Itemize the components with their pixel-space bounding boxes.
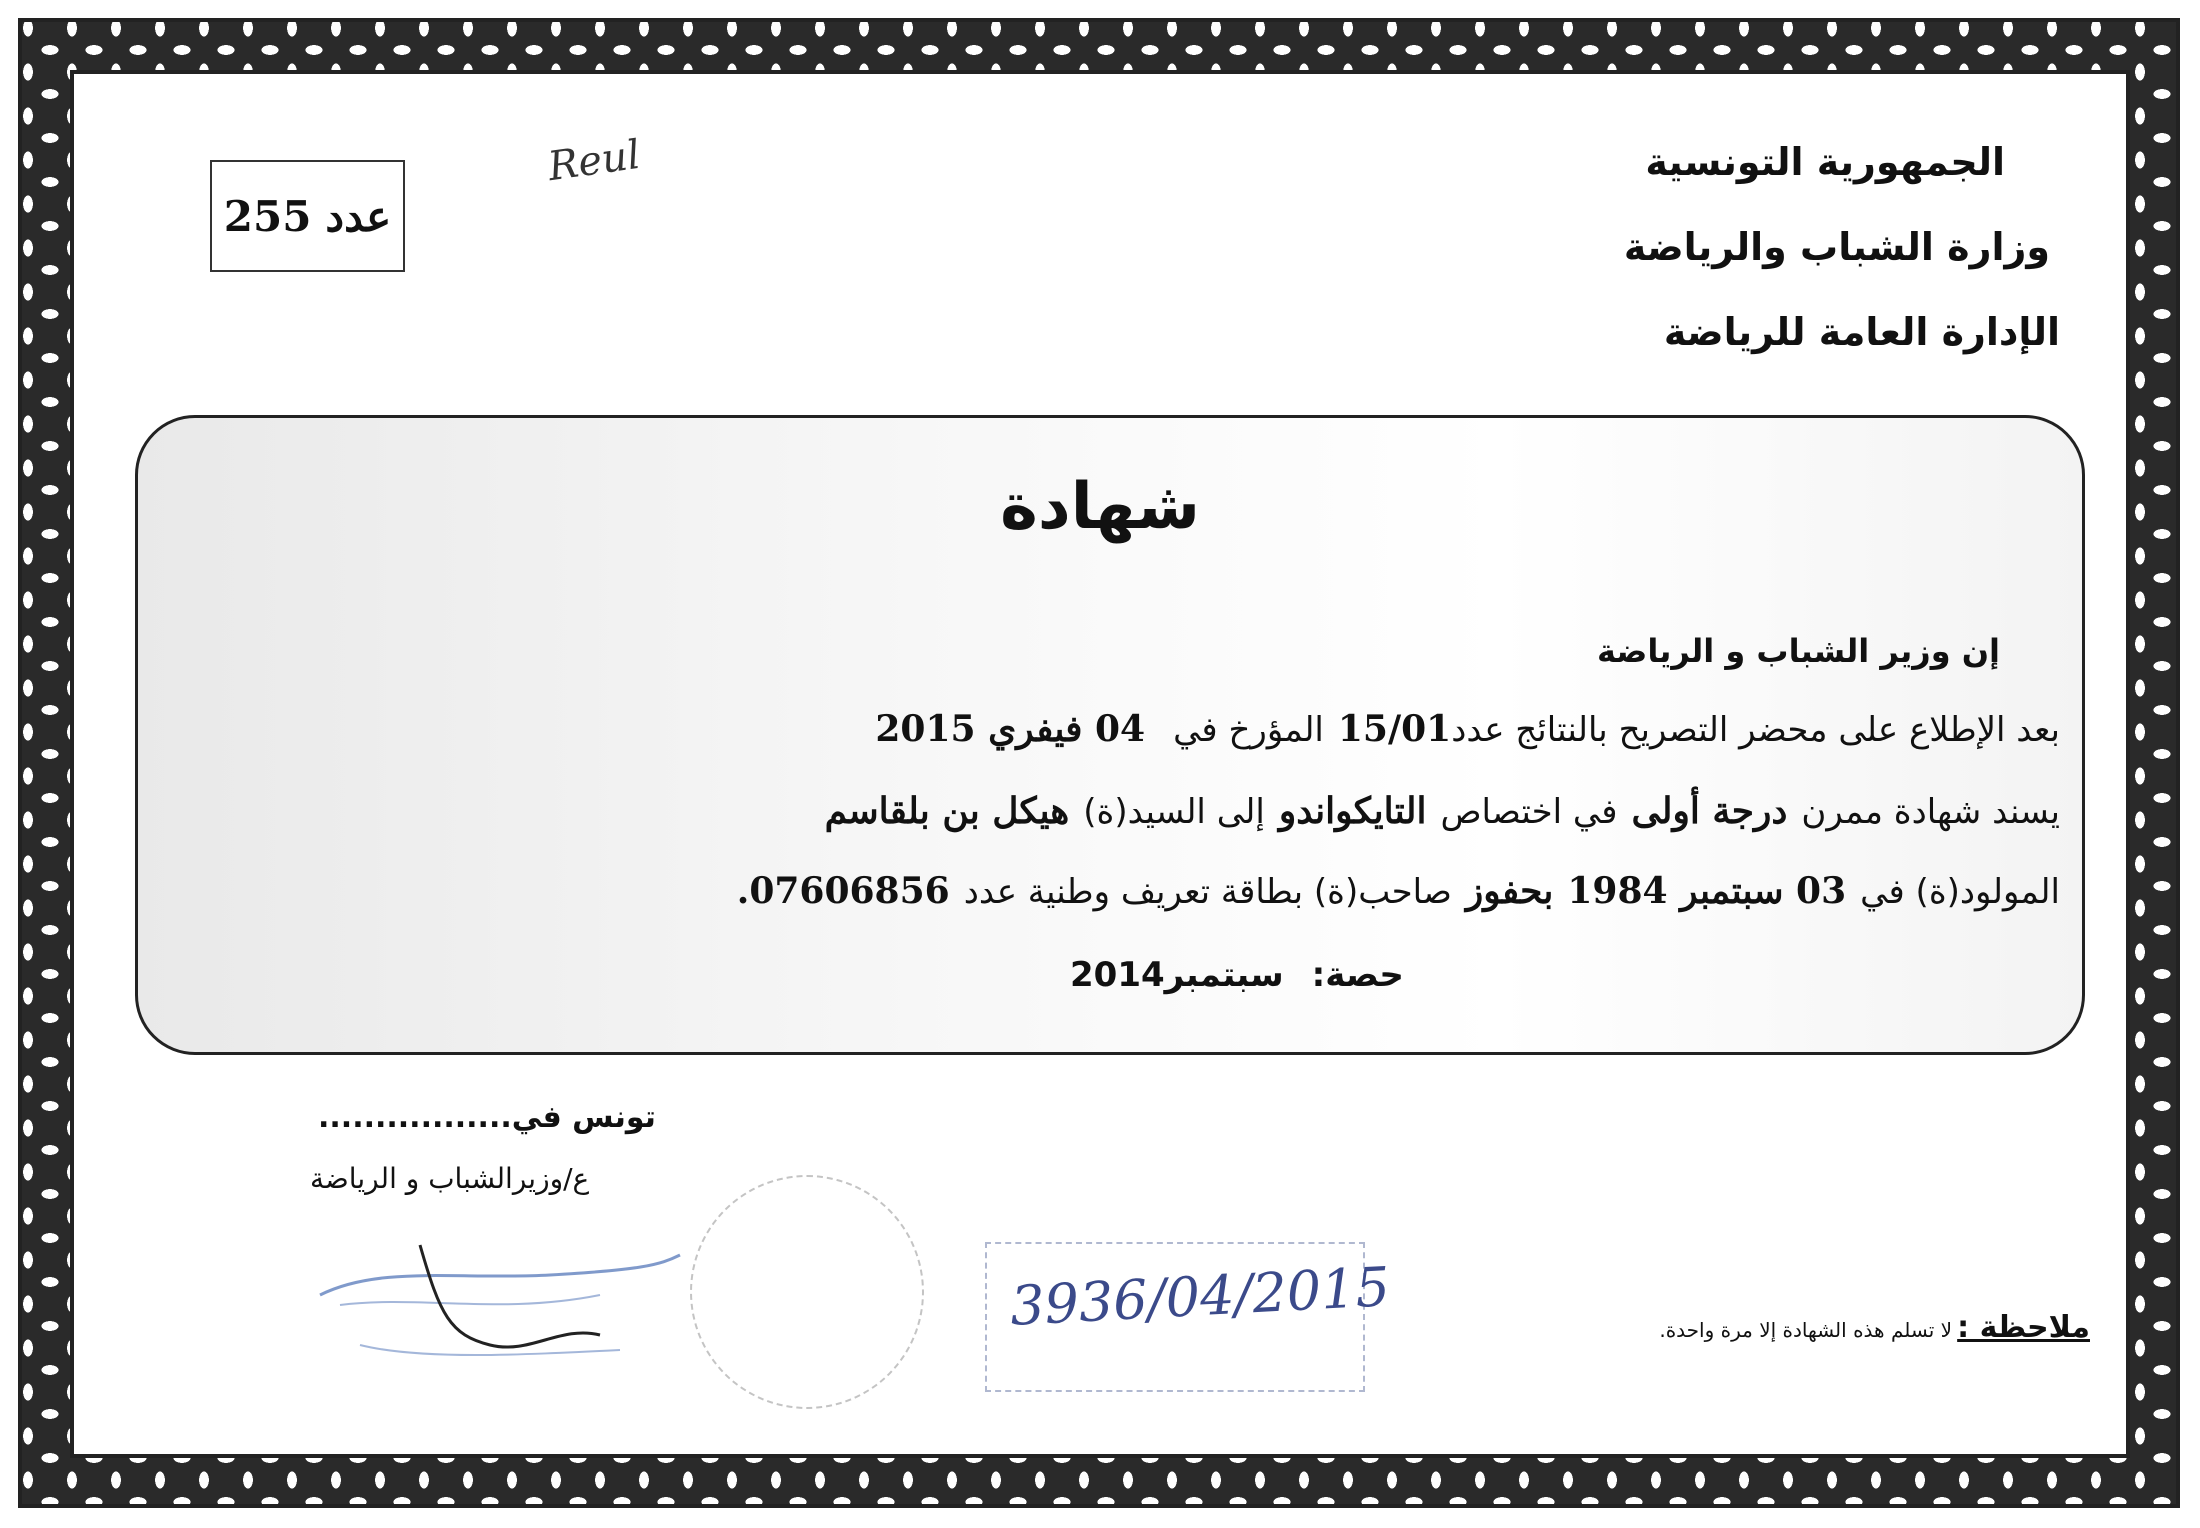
handwritten-initials: Reul xyxy=(545,131,644,191)
results-record-number: 15/01 xyxy=(1337,708,1452,750)
registration-number: 3936/04/2015 xyxy=(1008,1255,1392,1338)
award-prefix: يسند شهادة ممرن xyxy=(1801,792,2060,832)
directorate-header: الإدارة العامة للرياضة xyxy=(1663,310,2060,354)
minister-intro-line: إن وزير الشباب و الرياضة xyxy=(1597,632,2000,670)
note-text: لا تسلم هذه الشهادة إلا مرة واحدة. xyxy=(1659,1318,1953,1342)
results-date: 04 فيفري 2015 xyxy=(875,708,1146,750)
results-record-line xyxy=(875,708,2060,750)
place-date-line: تونس في................. xyxy=(318,1100,656,1135)
ministry-header: وزارة الشباب والرياضة xyxy=(1623,225,2050,269)
results-date-label: المؤرخ في xyxy=(1173,710,1324,750)
recipient-name: هيكل بن بلقاسم xyxy=(824,790,1070,832)
signature-stamp xyxy=(300,1225,690,1375)
session-line xyxy=(1070,955,1404,995)
award-specialty: التايكواندو xyxy=(1278,790,1427,832)
note-label: ملاحظة : xyxy=(1957,1310,2090,1345)
award-degree: درجة أولى xyxy=(1631,790,1788,832)
session-label: حصة: xyxy=(1311,955,1404,995)
birth-id-line xyxy=(737,870,2060,912)
number-value: 255 xyxy=(223,191,312,241)
number-label: عدد xyxy=(325,191,392,241)
birth-date: 03 سبتمبر 1984 xyxy=(1567,870,1847,912)
birth-label: المولود(ة) في xyxy=(1860,872,2060,912)
certificate-number-box xyxy=(210,160,405,272)
republic-header: الجمهورية التونسية xyxy=(1645,140,2005,184)
id-card-label: صاحب(ة) بطاقة تعريف وطنية عدد xyxy=(963,872,1452,912)
birth-place: بحفوز xyxy=(1465,870,1554,912)
results-record-prefix: بعد الإطلاع على محضر التصريح بالنتائج عدد xyxy=(1451,710,2060,750)
award-recipient-label: إلى السيد(ة) xyxy=(1083,792,1265,832)
note-line xyxy=(1659,1310,2090,1345)
certificate-title: شهادة xyxy=(1000,470,1200,544)
award-specialty-label: في اختصاص xyxy=(1440,792,1618,832)
signatory-title: ع/وزيرالشباب و الرياضة xyxy=(310,1162,590,1195)
id-card-number: 07606856. xyxy=(736,870,950,912)
session-value: سبتمبر2014 xyxy=(1070,955,1284,995)
round-seal xyxy=(690,1175,924,1409)
award-line xyxy=(825,790,2060,832)
